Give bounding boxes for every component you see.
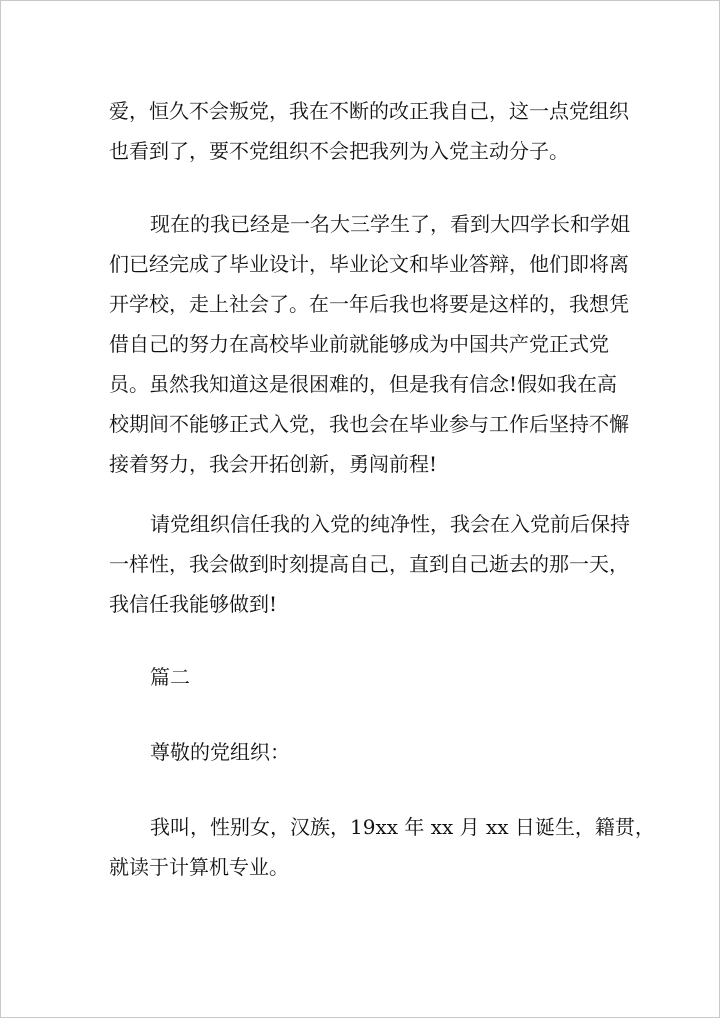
- text-line: 篇二: [150, 665, 190, 689]
- text-line: 也看到了，要不党组织不会把我列为入党主动分子。: [109, 139, 569, 163]
- text-line: 我信任我能够做到!: [109, 592, 278, 616]
- text-line: 现在的我已经是一名大三学生了，看到大四学长和学姐: [150, 212, 630, 236]
- paragraph-continuation: [109, 91, 629, 171]
- text-line: 请党组织信任我的入党的纯净性，我会在入党前后保持: [150, 512, 630, 536]
- text-line: 开学校，走上社会了。在一年后我也将要是这样的，我想凭: [109, 292, 629, 316]
- text-line: 接着努力，我会开拓创新，勇闯前程!: [109, 452, 438, 476]
- text-line: 校期间不能够正式入党，我也会在毕业参与工作后坚持不懈: [109, 412, 629, 436]
- text-line: 员。虽然我知道这是很困难的，但是我有信念!假如我在高: [109, 372, 618, 396]
- text-line: 借自己的努力在高校毕业前就能够成为中国共产党正式党: [109, 332, 609, 356]
- text-line: 尊敬的党组织：: [150, 740, 290, 764]
- text-line: 一样性，我会做到时刻提高自己，直到自己逝去的那一天，: [109, 552, 629, 576]
- paragraph-introduction: [109, 807, 655, 887]
- salutation: [109, 732, 619, 772]
- paragraph-senior-year: [109, 204, 630, 484]
- section-heading: [109, 657, 619, 697]
- text-line: 我叫，性别女，汉族，19xx 年 xx 月 xx 日诞生，籍贯，: [150, 815, 655, 839]
- text-line: 爱，恒久不会叛党，我在不断的改正我自己，这一点党组织: [109, 99, 629, 123]
- text-line: 们已经完成了毕业设计，毕业论文和毕业答辩，他们即将离: [109, 252, 629, 276]
- text-line: 就读于计算机专业。: [109, 855, 289, 879]
- paragraph-trust: [109, 504, 630, 624]
